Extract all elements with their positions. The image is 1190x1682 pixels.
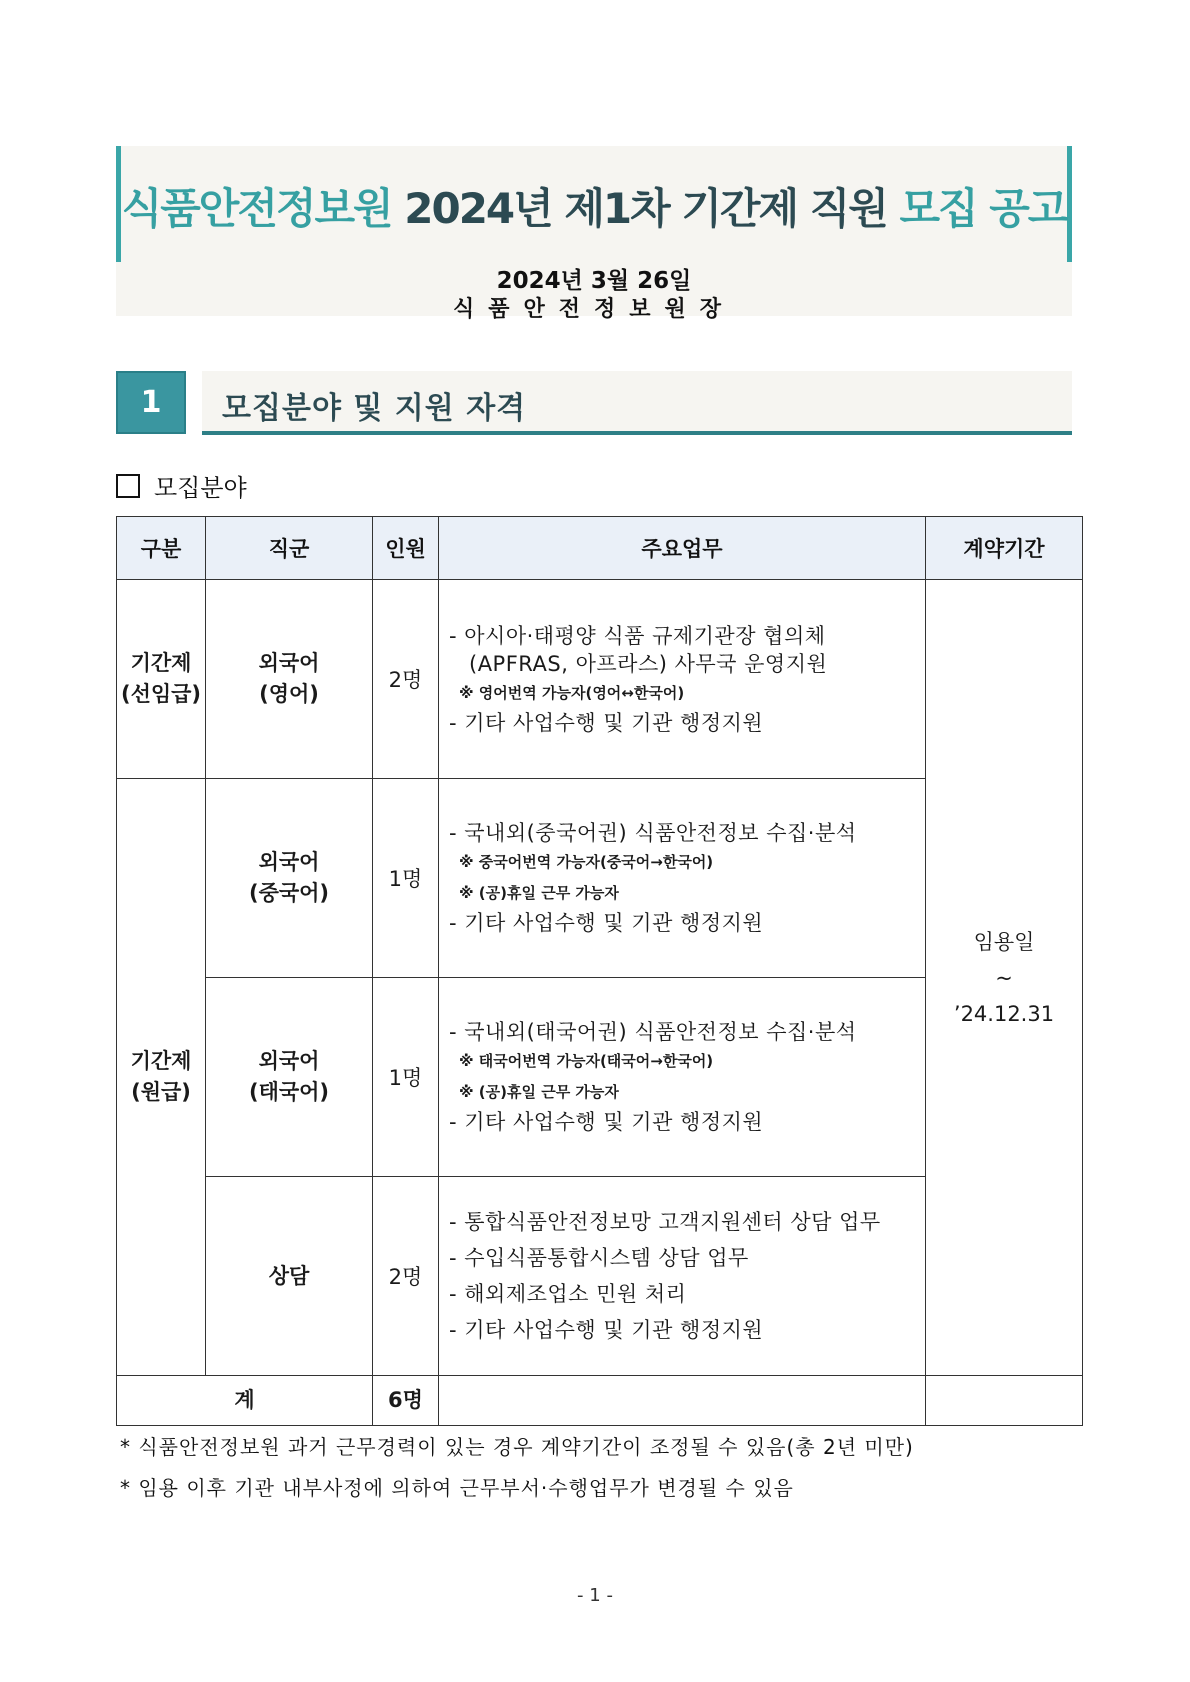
title-org: 식품안전정보원 [121, 184, 392, 233]
count-cell: 2명 [373, 1177, 439, 1376]
group-cell: 상담 [206, 1177, 373, 1376]
duty-note: ※ (공)휴일 근무 가능자 [459, 1083, 619, 1101]
section-number: 1 [116, 371, 186, 434]
count-cell: 1명 [373, 779, 439, 978]
issuer-name: 식품안전정보원장 [452, 297, 736, 322]
total-count: 6명 [373, 1376, 439, 1426]
duty-item: - 국내외(태국어권) 식품안전정보 수집·분석 [449, 1020, 857, 1044]
duty-note: ※ (공)휴일 근무 가능자 [459, 884, 619, 902]
duty-note: ※ 중국어번역 가능자(중국어→한국어) [459, 853, 714, 871]
duty-item: - 국내외(중국어권) 식품안전정보 수집·분석 [449, 821, 857, 845]
announcement-date: 2024년 3월 26일 [496, 268, 692, 294]
count-cell: 2명 [373, 580, 439, 779]
section-title: 모집분야 및 지원 자격 [222, 391, 527, 426]
group-cell: 외국어 (태국어) [206, 978, 373, 1177]
title-suffix: 모집 공고 [899, 184, 1067, 233]
category-cell: 기간제 (선임급) [117, 580, 206, 779]
title-main: 2024년 제1차 기간제 직원 [404, 184, 887, 233]
recruitment-table [116, 516, 1083, 1426]
total-label: 계 [117, 1376, 373, 1426]
table-header-row [117, 517, 1083, 580]
table-row [117, 580, 1083, 779]
header-contract: 계약기간 [926, 517, 1083, 580]
duty-item: - 해외제조업소 민원 처리 [449, 1282, 687, 1306]
duties-cell [439, 978, 926, 1177]
subheading-text: 모집분야 [154, 474, 247, 502]
duties-cell [439, 779, 926, 978]
duty-item: - 수입식품통합시스템 상담 업무 [449, 1246, 749, 1270]
section-heading [202, 371, 1072, 435]
duties-cell [439, 1177, 926, 1376]
subheading [116, 468, 247, 503]
total-row [117, 1376, 1083, 1426]
contract-cell: 임용일 ~ ’24.12.31 [926, 580, 1083, 1376]
duty-note: ※ 태국어번역 가능자(태국어→한국어) [459, 1052, 714, 1070]
header-group: 직군 [206, 517, 373, 580]
count-cell: 1명 [373, 978, 439, 1177]
duty-item: - 기타 사업수행 및 기관 행정지원 [449, 1318, 764, 1342]
total-empty-cell [439, 1376, 926, 1426]
group-cell: 외국어 (중국어) [206, 779, 373, 978]
footnote: * 식품안전정보원 과거 근무경력이 있는 경우 계약기간이 조정될 수 있음(총 2년 미만) [120, 1435, 914, 1459]
footnote: * 임용 이후 기관 내부사정에 의하여 근무부서·수행업무가 변경될 수 있음 [120, 1476, 794, 1500]
page-number: - 1 - [577, 1585, 613, 1606]
page-title [116, 176, 1072, 236]
duty-item: - 아시아·태평양 식품 규제기관장 협의체 (APFRAS, 아프라스) 사무국 운영지원 [449, 623, 828, 676]
header-duties: 주요업무 [439, 517, 926, 580]
total-empty-cell [926, 1376, 1083, 1426]
checkbox-square-icon [116, 474, 140, 498]
duty-note: ※ 영어번역 가능자(영어↔한국어) [459, 683, 685, 702]
duty-item: - 기타 사업수행 및 기관 행정지원 [449, 911, 764, 935]
group-cell: 외국어 (영어) [206, 580, 373, 779]
header-count: 인원 [373, 517, 439, 580]
duty-item: - 기타 사업수행 및 기관 행정지원 [449, 710, 764, 735]
header-category: 구분 [117, 517, 206, 580]
duties-cell [439, 580, 926, 779]
title-banner [116, 146, 1072, 262]
duty-item: - 통합식품안전정보망 고객지원센터 상담 업무 [449, 1210, 881, 1234]
duty-item: - 기타 사업수행 및 기관 행정지원 [449, 1110, 764, 1134]
category-cell: 기간제 (원급) [117, 779, 206, 1376]
